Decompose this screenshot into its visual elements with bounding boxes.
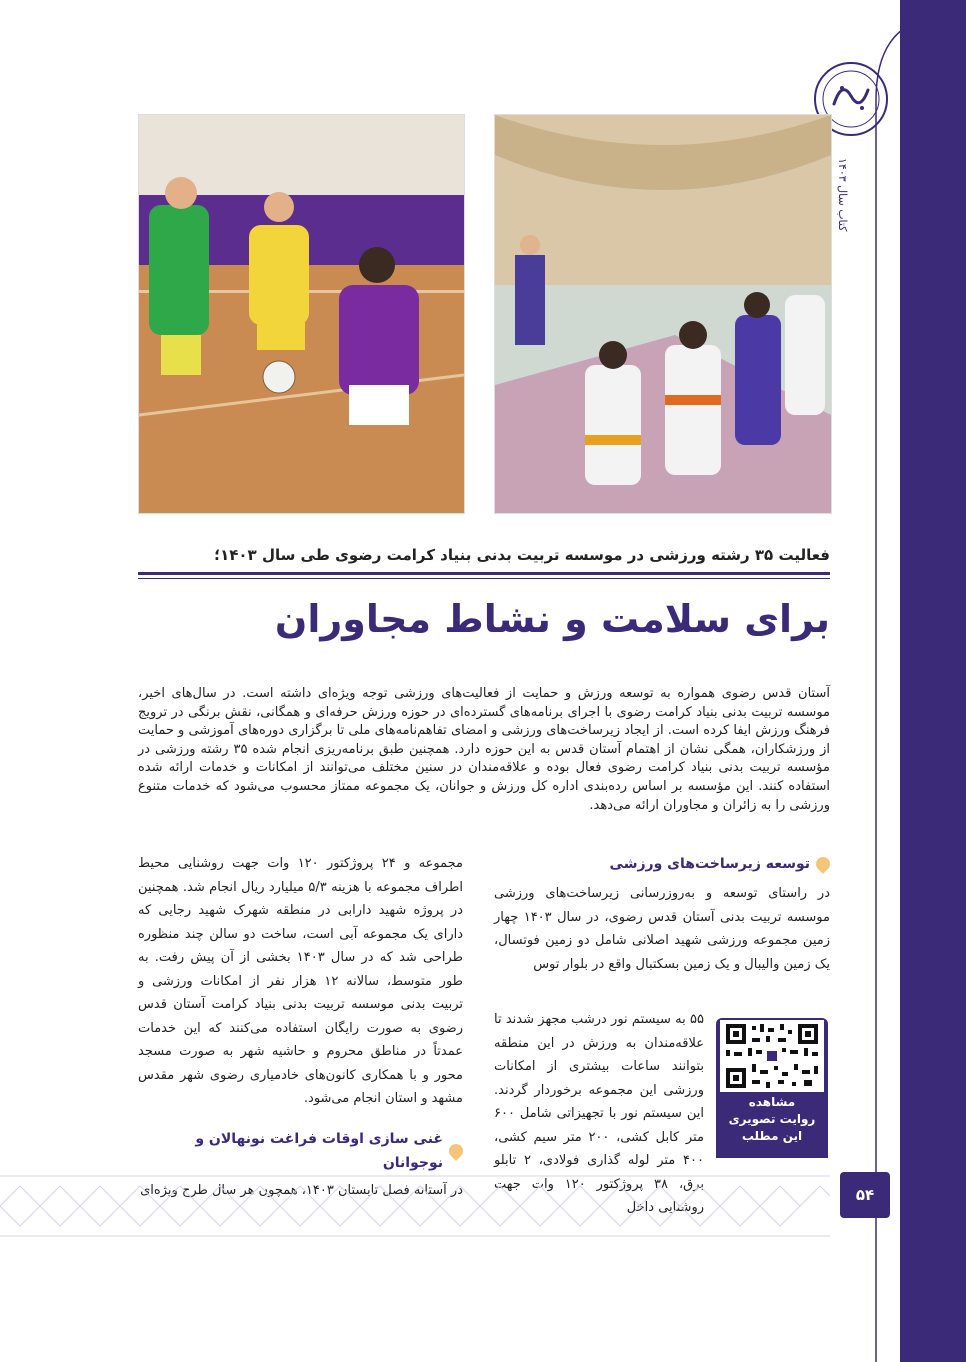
paragraph-leisure: در آستانه فصل تابستان ۱۴۰۳، همچون هر سال طرح ویژه‌ای (140, 1182, 463, 1198)
qr-caption-line2: روایت تصویری (728, 1112, 816, 1126)
lead-paragraph: آستان قدس رضوی همواره به توسعه ورزش و حمایت از فعالیت‌های ورزشی توجه ویژه‌ای داشته است. در سال‌های اخیر، موسسه تربیت بدنی بنیاد کرامت رضوی با اجرای برنامه‌های گسترده‌ای در حوزه ورزش حرفه‌ای و همگانی، نقش برنگی در ترویج فرهنگ ورزش ایفا کرده است. از ایجاد زیرساخت‌های ورزشی و امضای تفاهم‌نامه‌های ملی تا برگزاری دوره‌های آموزشی و حمایت از ورزشکاران، همگی نشان از اهتمام آستان قدس به این حوزه دارد. همچنین طبق برنامه‌ریزی انجام شده ۳۵ رشته ورزشی در مؤسسه تربیت بدنی بنیاد کرامت رضوی فعال بوده و علاقه‌مندان در سنین مختلف می‌توانند از امکانات و خدمات ارائه شده استفاده کنند. این مؤسسه بر اساس رده‌بندی اداره کل ورزش و جوانان، یک مجموعه ممتاز محسوب می‌شود که خدمات متنوع ورزشی را به زائران و مجاوران ارائه می‌دهد. (138, 686, 830, 813)
photo-futsal (138, 114, 465, 514)
photo-futsal-image (139, 115, 464, 513)
edge-decoration (836, 0, 966, 1362)
footer-pattern (0, 1175, 830, 1237)
divider (138, 572, 830, 575)
paragraph-continued: مجموعه و ۲۴ پروژکتور ۱۲۰ وات جهت روشنایی محیط اطراف مجموعه با هزینه ۵/۳ میلیارد ریال انجام شد. همچنین در پروژه شهید دارابی در منطقه شهرک شهید رجایی که دارای یک مجموعه آبی است، ساخت دو سالن چند منظوره طراحی شد که در سال ۱۴۰۳ بخشی از آن پیش رفت. به طور متوسط، سالانه ۱۲ هزار نفر از امکانات ورزشی و تربیت بدنی موسسه تربیت بدنی بنیاد کرامت آستان قدس رضوی به صورت رایگان استفاده می‌کنند که این خدمات عمدتاً در مناطق محروم و حاشیه شهر به صورت مسجد محور و با همکاری کانون‌های خادمیاری رضوی شهر مقدس مشهد و استان انجام می‌شود. (138, 856, 464, 1106)
bullet-icon (813, 854, 833, 874)
qr-caption (716, 1094, 828, 1145)
bullet-icon (446, 1141, 466, 1161)
paragraph-lighting: ۵۵ به سیستم نور درشب مجهز شدند تا علاقه‌مندان به ورزش در این منطقه بتوانند ساعات بیشتری از امکانات ورزشی این مجموعه برخوردار گردند. این سیستم نور با تجهیزاتی شامل ۶۰۰ متر کابل کشی، ۲۰۰ متر سیم کشی، ۴۰۰ متر لوله گذاری فولادی، ۲ تابلو برق، ۳۸ پروژکتور ۱۲۰ وات جهت روشنایی داخل (494, 1012, 705, 1215)
photo-karate (494, 114, 832, 514)
page-number: ۵۴ (840, 1172, 890, 1218)
right-column (494, 852, 830, 976)
article-kicker: فعالیت ۳۵ رشته ورزشی در موسسه تربیت بدنی بنیاد کرامت رضوی طی سال ۱۴۰۳؛ (214, 546, 830, 564)
qr-caption-line3: این مطلب (741, 1129, 803, 1143)
left-column (138, 852, 463, 1202)
qr-code-icon[interactable] (720, 1020, 824, 1092)
subheading-infrastructure (494, 852, 830, 876)
article-headline: برای سلامت و نشاط مجاوران (274, 597, 830, 641)
paragraph-infrastructure: در راستای توسعه و به‌روزرسانی زیرساخت‌های ورزشی موسسه تربیت بدنی آستان قدس رضوی، در سال ۱۴۰۳ چهار زمین مجموعه ورزشی شهید اصلانی شامل دو زمین فوتسال، یک زمین والیبال و یک زمین بسکتبال واقع در بلوار توس (494, 886, 830, 972)
subheading-leisure (138, 1127, 463, 1175)
divider-thin (138, 578, 830, 579)
side-label: کتاب سال ۱۴۰۳ (836, 158, 849, 232)
subheading-leisure-text: غنی سازی اوقات فراغت نونهالان و نوجوانان (195, 1130, 443, 1171)
subheading-infrastructure-text: توسعه زیرساخت‌های ورزشی (609, 856, 810, 872)
qr-caption-line1: مشاهده (748, 1095, 796, 1109)
photo-karate-image (495, 115, 831, 513)
